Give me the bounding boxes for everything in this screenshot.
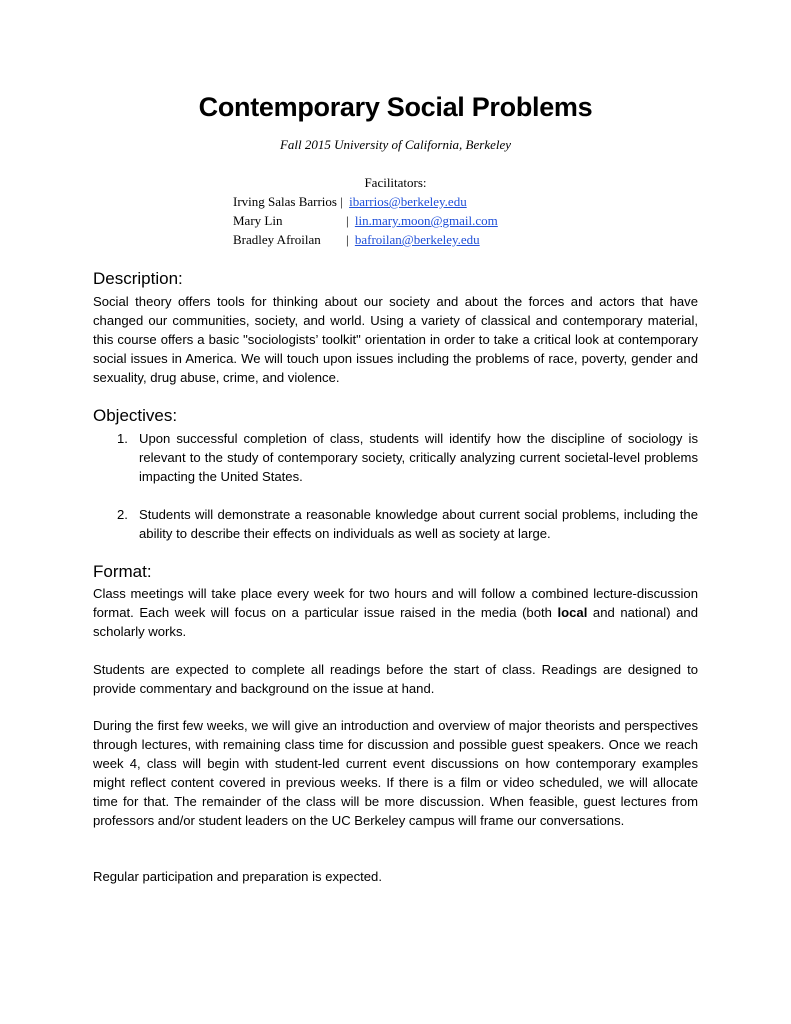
facilitator-email-link[interactable]: bafroilan@berkeley.edu [354, 232, 480, 247]
format-p1-end: and national) and scholarly works. [93, 605, 698, 639]
format-paragraph-1 [93, 584, 698, 641]
facilitator-name: Bradley Afroilan [233, 232, 321, 247]
facilitator-row [233, 193, 467, 211]
facilitator-row [233, 231, 480, 249]
facilitator-separator: | [346, 232, 349, 247]
description-text: Social theory offers tools for thinking about our society and about the forces and actors that have changed our communities, society, and world. Using a variety of classical and contemporary material, this course offers a basic "sociologists’ toolkit" orientation in order to take a critical look at contemporary social issues in America. We will touch upon issues including the problems of race, poverty, gender and sexuality, drug abuse, crime, and violence. [93, 294, 698, 385]
format-paragraph-4: Regular participation and preparation is expected. [93, 869, 382, 884]
objective-number: 2. [117, 507, 128, 522]
objectives-heading: Objectives: [93, 406, 178, 425]
objective-text: Students will demonstrate a reasonable knowledge about current social problems, including the ability to describe their effects on individuals as well as society at large. [139, 507, 698, 541]
objective-number: 1. [117, 431, 128, 446]
facilitator-name: Irving Salas Barrios [233, 194, 337, 209]
facilitator-email-link[interactable]: lin.mary.moon@gmail.com [354, 213, 498, 228]
objective-text: Upon successful completion of class, students will identify how the discipline of sociology is relevant to the study of contemporary society, critically analyzing current societal-level problems impacting the United States. [139, 431, 698, 484]
format-paragraph-3: During the first few weeks, we will give an introduction and overview of major theorists and perspectives through lectures, with remaining class time for discussion and possible guest speakers. Once we reach week 4, class will begin with student-led current event discussions on how contemporary examples might reflect content covered in previous weeks. If there is a film or video scheduled, we will allocate time for that. The remainder of the class will be more discussion. When feasible, guest lectures from professors and/or student leaders on the UC Berkeley campus will frame our conversations. [93, 718, 698, 828]
document-title: Contemporary Social Problems [198, 92, 593, 122]
facilitators-heading-text: Facilitators: [364, 175, 427, 190]
format-p1-start: Class meetings will take place every week for two hours and will follow a combined lecture-discussion format. Each week will focus on a particular issue raised in the media (both [93, 586, 698, 620]
format-heading: Format: [93, 562, 152, 581]
document-subtitle: Fall 2015 University of California, Berkeley [279, 137, 512, 152]
format-p1-bold: local [557, 605, 588, 620]
facilitator-separator: | [340, 194, 343, 209]
facilitator-separator: | [346, 213, 349, 228]
format-paragraph-2: Students are expected to complete all readings before the start of class. Readings are designed to provide commentary and background on the issue at hand. [93, 662, 698, 696]
facilitator-email-link[interactable]: ibarrios@berkeley.edu [349, 194, 467, 209]
description-heading: Description: [93, 269, 183, 288]
facilitator-name: Mary Lin [233, 213, 283, 228]
facilitator-row [233, 212, 498, 230]
facilitators-heading [0, 175, 791, 191]
